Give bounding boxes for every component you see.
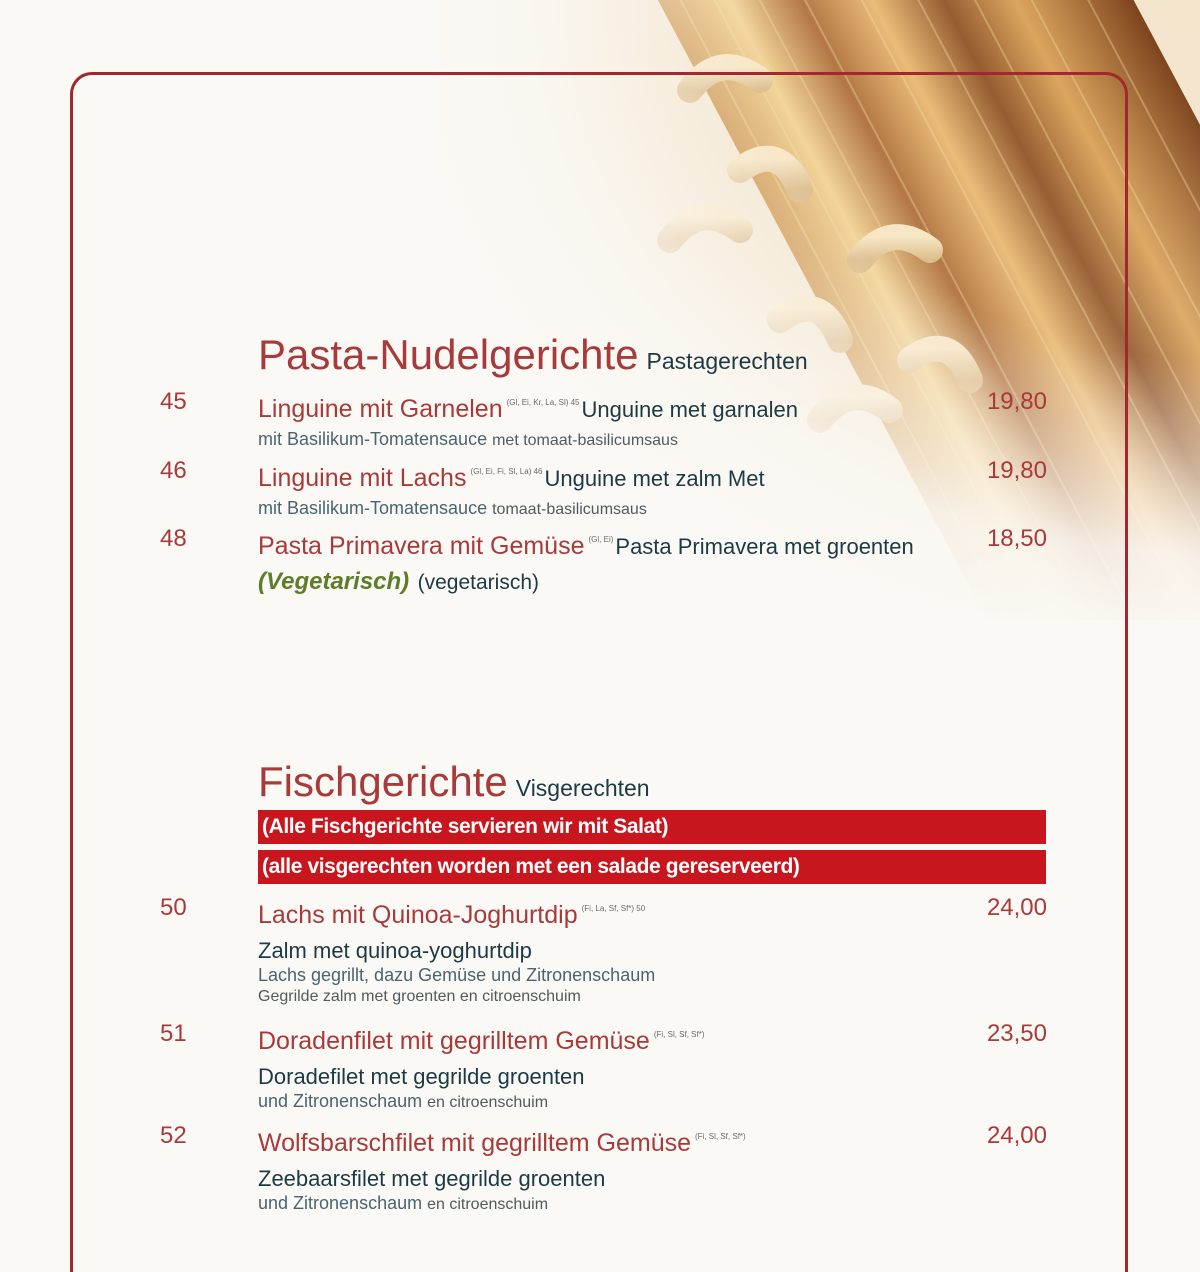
pasta-title: Pasta-Nudelgerichte bbox=[258, 331, 639, 378]
item-price: 24,00 bbox=[986, 1122, 1047, 1149]
item-desc-de: mit Basilikum-Tomatensauce bbox=[258, 429, 488, 449]
item-desc-de: Lachs gegrillt, dazu Gemüse und Zitronenschaum bbox=[258, 965, 656, 985]
allergen-codes: (Fi, Sl, Sf, Sf*) bbox=[695, 1132, 746, 1141]
allergen-codes: (Gl, Ei) bbox=[588, 535, 614, 544]
item-number: 48 bbox=[160, 525, 187, 552]
item-number: 50 bbox=[160, 894, 187, 921]
item-name-de: Lachs mit Quinoa-Joghurtdip bbox=[258, 901, 578, 929]
item-number: 45 bbox=[160, 388, 187, 415]
item-price: 19,80 bbox=[986, 388, 1047, 415]
item-desc-nl: en citroenschuim bbox=[427, 1094, 549, 1111]
salad-notice-de: (Alle Fischgerichte servieren wir mit Salat) bbox=[258, 810, 1046, 844]
item-name-de: Wolfsbarschfilet mit gegrilltem Gemüse bbox=[258, 1129, 692, 1157]
item-name-de: Linguine mit Garnelen bbox=[258, 395, 503, 423]
allergen-codes: (Gl, Ei, Fi, Sl, La) 46 bbox=[470, 467, 543, 476]
item-price: 18,50 bbox=[986, 525, 1047, 552]
item-desc-de: mit Basilikum-Tomatensauce bbox=[258, 498, 488, 518]
item-number: 51 bbox=[160, 1020, 187, 1047]
fish-section-title bbox=[258, 758, 650, 806]
vegetarian-label: (Vegetarisch) bbox=[258, 568, 410, 595]
item-name-de: Pasta Primavera mit Gemüse bbox=[258, 532, 585, 560]
item-number: 52 bbox=[160, 1122, 187, 1149]
allergen-codes: (Gl, Ei, Kr, La, Sl) 45 bbox=[506, 398, 580, 407]
item-desc-nl: tomaat-basilicumsaus bbox=[492, 501, 647, 518]
item-desc-de: und Zitronenschaum bbox=[258, 1193, 423, 1213]
fish-title: Fischgerichte bbox=[258, 758, 508, 805]
item-name-nl: Zalm met quinoa-yoghurtdip bbox=[258, 938, 532, 963]
vegetarian-label-nl: (vegetarisch) bbox=[417, 571, 540, 594]
item-price: 19,80 bbox=[986, 457, 1047, 484]
allergen-codes: (Fi, La, Sf, Sf*) 50 bbox=[581, 904, 646, 913]
item-price: 24,00 bbox=[986, 894, 1047, 921]
fish-subtitle: Visgerechten bbox=[515, 775, 650, 801]
item-name-de: Doradenfilet mit gegrilltem Gemüse bbox=[258, 1027, 650, 1055]
item-name-nl: Unguine met garnalen bbox=[581, 397, 798, 422]
salad-notice-nl: (alle visgerechten worden met een salade gereserveerd) bbox=[258, 850, 1046, 884]
item-desc-nl: en citroenschuim bbox=[427, 1196, 549, 1213]
item-name-nl: Doradefilet met gegrilde groenten bbox=[258, 1064, 585, 1089]
item-number: 46 bbox=[160, 457, 187, 484]
allergen-codes: (Fi, Sl, Sf, Sf*) bbox=[653, 1030, 705, 1039]
item-name-nl: Unguine met zalm Met bbox=[544, 466, 765, 491]
item-name-nl: Zeebaarsfilet met gegrilde groenten bbox=[258, 1166, 606, 1191]
item-desc-nl: met tomaat-basilicumsaus bbox=[492, 432, 678, 449]
item-price: 23,50 bbox=[986, 1020, 1047, 1047]
item-desc-de: und Zitronenschaum bbox=[258, 1091, 423, 1111]
item-desc-nl: Gegrilde zalm met groenten en citroenschuim bbox=[258, 988, 581, 1005]
item-name-de: Linguine mit Lachs bbox=[258, 464, 467, 492]
pasta-subtitle: Pastagerechten bbox=[646, 348, 808, 374]
item-name-nl: Pasta Primavera met groenten bbox=[615, 534, 914, 559]
pasta-section-title bbox=[258, 331, 808, 379]
